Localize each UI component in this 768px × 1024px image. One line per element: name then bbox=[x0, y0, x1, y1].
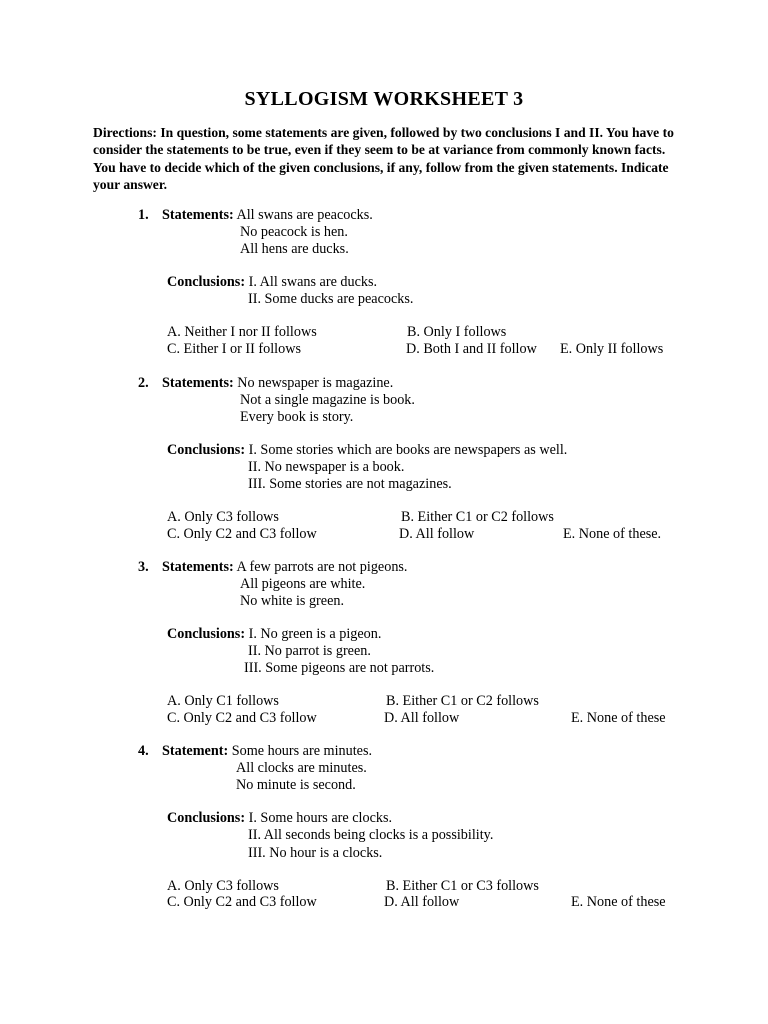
statement: Some hours are minutes. bbox=[231, 743, 373, 759]
statements-line-1 bbox=[162, 207, 373, 224]
option-d: D. All follow bbox=[384, 710, 460, 726]
statement: No peacock is hen. bbox=[240, 224, 348, 240]
option-a: A. Only C1 follows bbox=[167, 693, 279, 709]
conclusions-label: Conclusions: bbox=[167, 274, 246, 290]
option-c: C. Only C2 and C3 follow bbox=[167, 710, 317, 726]
statement: Not a single magazine is book. bbox=[240, 392, 415, 408]
statements-line-1 bbox=[162, 375, 393, 392]
option-c: C. Only C2 and C3 follow bbox=[167, 526, 317, 542]
conclusion: II. No parrot is green. bbox=[248, 643, 371, 659]
statements-label: Statements: bbox=[162, 207, 234, 223]
statement: Every book is story. bbox=[240, 409, 354, 425]
option-e: E. None of these bbox=[571, 710, 666, 726]
option-d: D. All follow bbox=[384, 894, 460, 910]
conclusion: II. Some ducks are peacocks. bbox=[248, 291, 414, 307]
statements-line-1 bbox=[162, 559, 407, 576]
option-d: D. All follow bbox=[399, 526, 475, 542]
conclusion: III. Some pigeons are not parrots. bbox=[244, 660, 435, 676]
option-e: E. None of these bbox=[571, 894, 666, 910]
conclusion: II. No newspaper is a book. bbox=[248, 459, 405, 475]
conclusion: III. Some stories are not magazines. bbox=[248, 476, 452, 492]
statement: All swans are peacocks. bbox=[236, 207, 373, 223]
option-a: A. Neither I nor II follows bbox=[167, 324, 317, 340]
option-c: C. Either I or II follows bbox=[167, 341, 301, 357]
option-b: B. Either C1 or C2 follows bbox=[401, 509, 554, 525]
question-number: 1. bbox=[138, 207, 149, 223]
conclusion: I. Some stories which are books are newspapers as well. bbox=[248, 442, 568, 458]
conclusions-line-1 bbox=[167, 626, 381, 643]
option-a: A. Only C3 follows bbox=[167, 878, 279, 894]
statement: A few parrots are not pigeons. bbox=[236, 559, 408, 575]
statement: All pigeons are white. bbox=[240, 576, 366, 592]
statements-line-1 bbox=[162, 743, 372, 760]
conclusions-label: Conclusions: bbox=[167, 626, 246, 642]
statements-label: Statements: bbox=[162, 559, 234, 575]
conclusions-line-1 bbox=[167, 274, 377, 291]
question-number: 3. bbox=[138, 559, 149, 575]
option-e: E. None of these. bbox=[563, 526, 662, 542]
option-c: C. Only C2 and C3 follow bbox=[167, 894, 317, 910]
conclusion: III. No hour is a clocks. bbox=[248, 845, 383, 861]
statement: All hens are ducks. bbox=[240, 241, 349, 257]
option-b: B. Either C1 or C2 follows bbox=[386, 693, 539, 709]
conclusion: I. All swans are ducks. bbox=[248, 274, 378, 290]
option-e: E. Only II follows bbox=[560, 341, 664, 357]
statement: No white is green. bbox=[240, 593, 345, 609]
conclusions-label: Conclusions: bbox=[167, 810, 246, 826]
question-number: 4. bbox=[138, 743, 149, 759]
page-title: SYLLOGISM WORKSHEET 3 bbox=[244, 88, 524, 110]
conclusion: II. All seconds being clocks is a possibility. bbox=[248, 827, 494, 843]
statements-label: Statements: bbox=[162, 375, 234, 391]
statements-label: Statement: bbox=[162, 743, 229, 759]
conclusions-line-1 bbox=[167, 810, 392, 827]
statement: No newspaper is magazine. bbox=[237, 375, 394, 391]
conclusion: I. No green is a pigeon. bbox=[248, 626, 382, 642]
option-b: B. Only I follows bbox=[407, 324, 507, 340]
conclusion: I. Some hours are clocks. bbox=[248, 810, 393, 826]
statement: No minute is second. bbox=[236, 777, 356, 793]
conclusions-label: Conclusions: bbox=[167, 442, 246, 458]
question-number: 2. bbox=[138, 375, 149, 391]
directions-text: Directions: In question, some statements are given, followed by two conclusions I and II. You have to consider the statements to be true, even if they seem to be at variance from commonly known facts. You have to decide which of the given conclusions, if any, follow from the given statements. Indicate your answer. bbox=[93, 125, 674, 193]
option-b: B. Either C1 or C3 follows bbox=[386, 878, 539, 894]
statement: All clocks are minutes. bbox=[236, 760, 367, 776]
option-a: A. Only C3 follows bbox=[167, 509, 279, 525]
option-d: D. Both I and II follow bbox=[406, 341, 537, 357]
conclusions-line-1 bbox=[167, 442, 567, 459]
